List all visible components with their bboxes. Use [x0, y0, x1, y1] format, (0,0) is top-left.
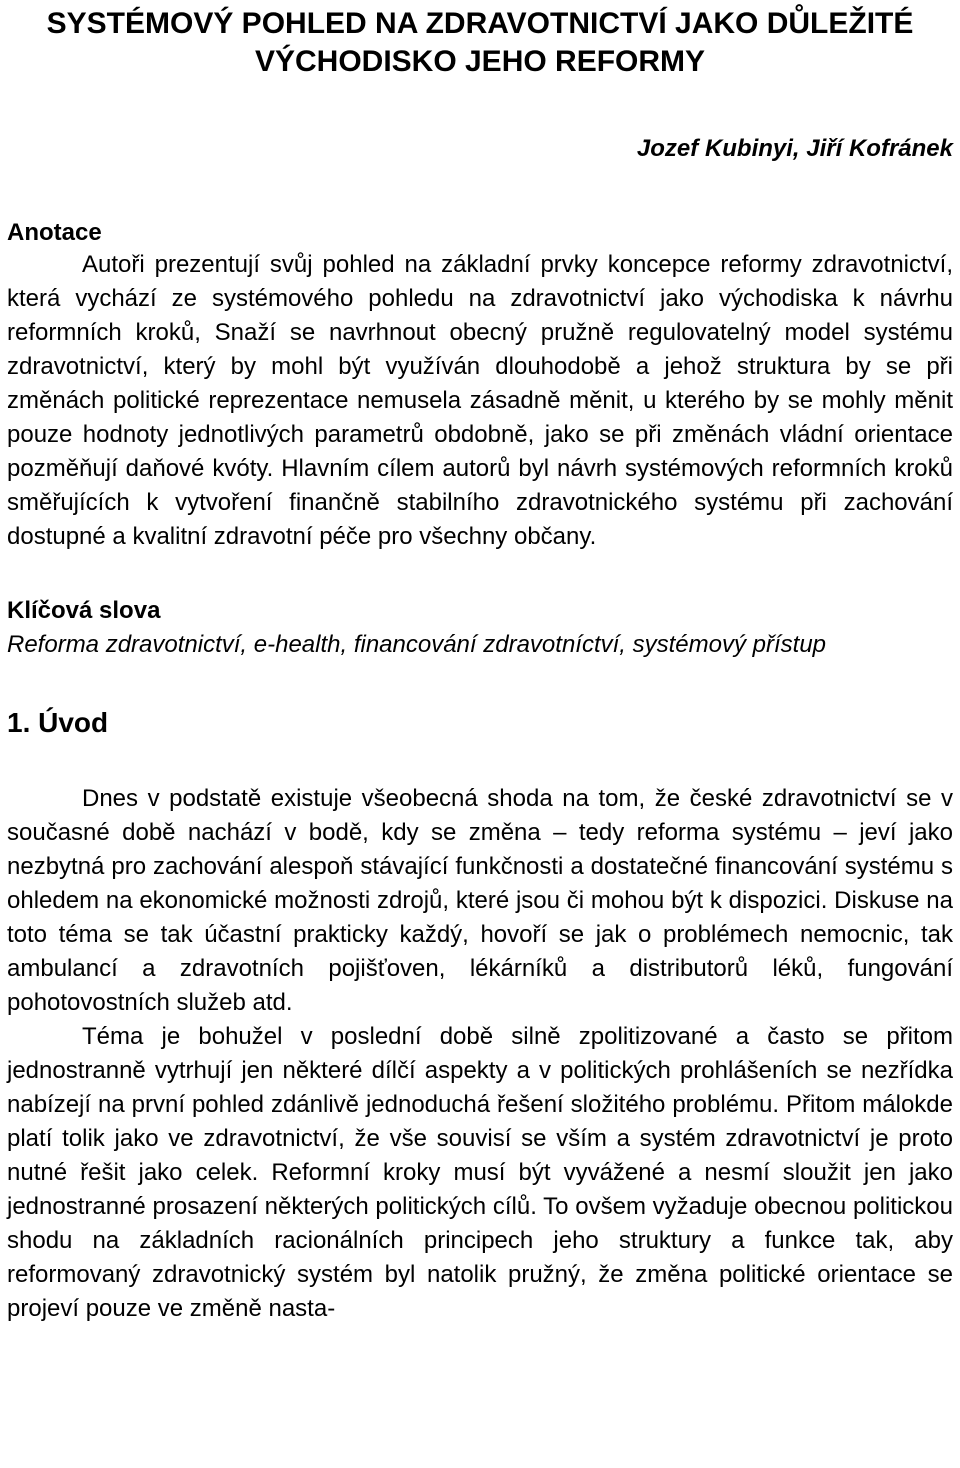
abstract-text: Autoři prezentují svůj pohled na základní prvky koncepce reformy zdravotnictví, která vychází ze systémového pohledu na zdravotnictví jako východiska k návrhu reformních kroků, Snaží se navrhnout obecný pružně regulovatelný model systému zdravotnictví, který by mohl být využíván dlouhodobě a jehož struktura by se při změnách politické reprezentace nemusela zásadně měnit, u kterého by se mohly měnit pouze hodnoty jednotlivých parametrů obdobně, jako se při změnách vládní orientace pozměňují daňové kvóty. Hlavním cílem autorů byl návrh systémových reformních kroků směřujících k vytvoření finančně stabilního zdravotnického systému při zachování dostupné a kvalitní zdravotní péče pro všechny občany.: [7, 251, 953, 550]
keywords-heading: Klíčová slova: [7, 597, 161, 624]
document-authors: Jozef Kubinyi, Jiří Kofránek: [636, 135, 953, 162]
intro-section: [7, 740, 953, 1326]
intro-paragraph: Dnes v podstatě existuje všeobecná shoda na tom, že české zdravotnictví se v současné době nachází v bodě, kdy se změna – tedy reforma systému – jeví jako nezbytná pro zachování alespoň stávající funkčnosti a dostatečné financování systému s ohledem na ekonomické možnosti zdrojů, které jsou či mohou být k dispozici. Diskuse na toto téma se tak účastní prakticky každý, hovoří se jak o problémech nemocnic, tak ambulancí a zdravotních pojišťoven, lékárníků a distributorů léků, fungování pohotovostních služeb atd.: [7, 785, 953, 1016]
abstract-section: [7, 248, 953, 554]
abstract-heading: Anotace: [7, 219, 102, 246]
section-heading-intro: 1. Úvod: [7, 707, 109, 738]
document-title: SYSTÉMOVÝ POHLED NA ZDRAVOTNICTVÍ JAKO DŮLEŽITÉ VÝCHODISKO JEHO REFORMY: [46, 7, 914, 78]
intro-paragraph: Téma je bohužel v poslední době silně zpolitizované a často se přitom jednostranně vytrhují jen některé dílčí aspekty a v politických prohlášeních se nezřídka nabízejí na první pohled zdánlivě jednoduchá řešení složitého problému. Přitom málokde platí tolik jako ve zdravotnictví, že vše souvisí se vším a systém zdravotnictví je proto nutné řešit jako celek. Reformní kroky musí být vyvážené a nesmí sloužit jen jako jednostranné prosazení některých politických cílů. To ovšem vyžaduje obecnou politickou shodu na základních racionálních principech jeho struktury a funkce tak, aby reformovaný zdravotnický systém byl natolik pružný, že změna politické orientace se projeví pouze ve změně nasta-: [7, 1023, 953, 1322]
keywords-text: Reforma zdravotnictví, e-health, financování zdravotníctví, systémový přístup: [7, 631, 827, 658]
document-page: [7, 0, 953, 1326]
